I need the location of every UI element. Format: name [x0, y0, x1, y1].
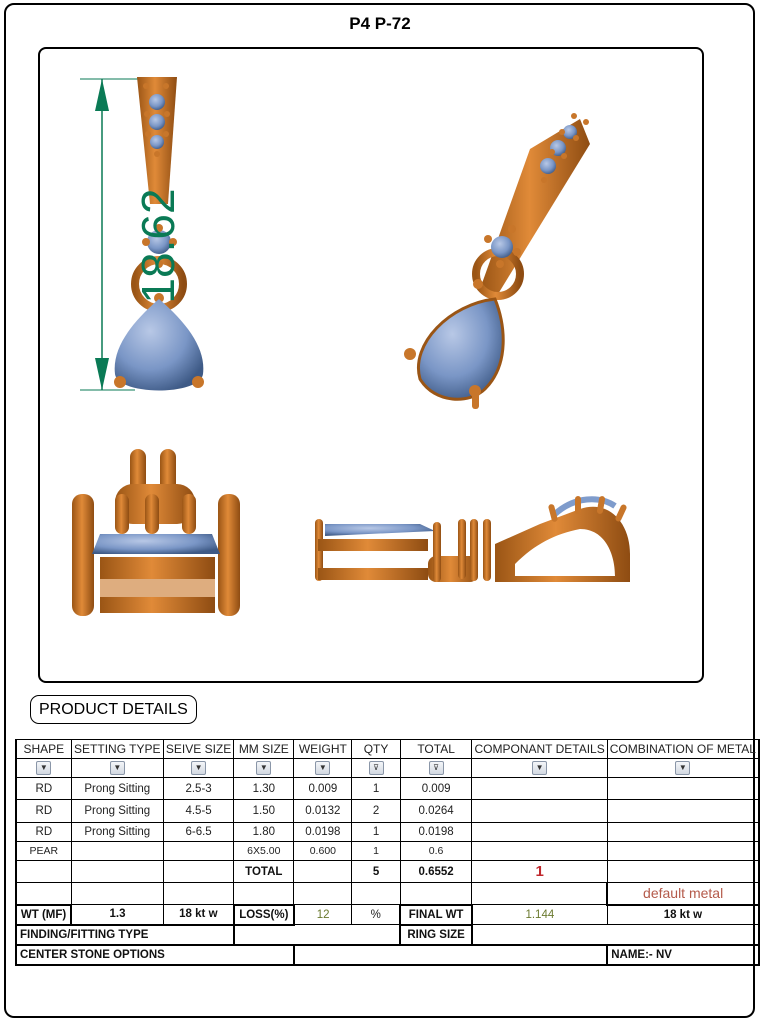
cell-shape: RD	[16, 800, 71, 823]
finding-fitting-value	[234, 925, 400, 945]
table-row	[16, 778, 759, 800]
cell-shape: RD	[16, 778, 71, 800]
table-header-row	[16, 740, 759, 759]
cell-qty: 2	[352, 800, 400, 823]
ring-size-value	[472, 925, 759, 945]
total-weight: 0.6552	[400, 861, 472, 883]
product-details-label: PRODUCT DETAILS	[30, 695, 197, 724]
cell-qty: 1	[352, 842, 400, 861]
default-metal-value: default metal	[607, 883, 759, 905]
cell-weight: 0.009	[294, 778, 352, 800]
page-title: P4 P-72	[349, 14, 411, 33]
final-metal-value: 18 kt w	[607, 905, 759, 925]
ring-size-label: RING SIZE	[400, 925, 472, 945]
component-count: 1	[472, 861, 607, 883]
product-details-table	[15, 739, 760, 966]
cell-metal	[607, 778, 759, 800]
center-stone-label: CENTER STONE OPTIONS	[16, 945, 294, 965]
filter-row	[16, 759, 759, 778]
cell-shape: RD	[16, 823, 71, 842]
empty-cell	[163, 883, 233, 905]
dimension-label: 18.62	[132, 188, 184, 304]
empty-cell	[16, 883, 71, 905]
side-view	[310, 484, 655, 584]
cell-mm: 1.30	[234, 778, 294, 800]
final-wt-value: 1.144	[472, 905, 607, 925]
cell-seive	[163, 842, 233, 861]
header-combination-of-metal: COMBINATION OF METAL	[607, 740, 759, 759]
cell-metal	[607, 823, 759, 842]
empty-cell	[352, 883, 400, 905]
dropdown-arrow-icon[interactable]: ▼	[36, 761, 51, 775]
name-label: NAME:- NV	[607, 945, 759, 965]
table-row	[16, 800, 759, 823]
cell-setting: Prong Sitting	[71, 778, 163, 800]
cell-total: 0.009	[400, 778, 472, 800]
header-componant-details: COMPONANT DETAILS	[472, 740, 607, 759]
empty-cell	[472, 883, 607, 905]
dropdown-arrow-icon[interactable]: ▼	[532, 761, 547, 775]
cell-component	[472, 800, 607, 823]
dropdown-arrow-icon[interactable]: ▼	[675, 761, 690, 775]
empty-cell	[294, 883, 352, 905]
loss-label: LOSS(%)	[234, 905, 294, 925]
cell-metal	[607, 800, 759, 823]
empty-cell	[234, 883, 294, 905]
finding-row	[16, 925, 759, 945]
final-wt-label: FINAL WT	[400, 905, 472, 925]
cell-component	[472, 823, 607, 842]
cell-total: 0.6	[400, 842, 472, 861]
cell-qty: 1	[352, 823, 400, 842]
dropdown-arrow-icon[interactable]: ▼	[110, 761, 125, 775]
finding-fitting-label: FINDING/FITTING TYPE	[16, 925, 234, 945]
loss-unit: %	[352, 905, 400, 925]
loss-value: 12	[294, 905, 352, 925]
header-shape: SHAPE	[16, 740, 71, 759]
empty-cell	[163, 861, 233, 883]
dropdown-arrow-icon[interactable]: ▼	[191, 761, 206, 775]
cell-seive: 2.5-3	[163, 778, 233, 800]
cell-setting	[71, 842, 163, 861]
cell-mm: 6X5.00	[234, 842, 294, 861]
weight-row	[16, 905, 759, 925]
perspective-view	[380, 104, 640, 424]
center-stone-row	[16, 945, 759, 965]
cell-component	[472, 842, 607, 861]
cell-qty: 1	[352, 778, 400, 800]
top-view	[70, 439, 250, 619]
table-row	[16, 842, 759, 861]
header-mm-size: MM SIZE	[234, 740, 294, 759]
cell-weight: 0.0198	[294, 823, 352, 842]
cell-total: 0.0198	[400, 823, 472, 842]
default-metal-row	[16, 883, 759, 905]
total-label: TOTAL	[234, 861, 294, 883]
empty-cell	[16, 861, 71, 883]
total-row	[16, 861, 759, 883]
metal-value: 18 kt w	[163, 905, 233, 925]
header-setting-type: SETTING TYPE	[71, 740, 163, 759]
cell-shape: PEAR	[16, 842, 71, 861]
wt-mf-value: 1.3	[71, 905, 163, 925]
cell-component	[472, 778, 607, 800]
filter-funnel-icon[interactable]: ⊽	[429, 761, 444, 775]
cell-seive: 4.5-5	[163, 800, 233, 823]
cell-mm: 1.80	[234, 823, 294, 842]
cell-setting: Prong Sitting	[71, 800, 163, 823]
cell-weight: 0.600	[294, 842, 352, 861]
cell-weight: 0.0132	[294, 800, 352, 823]
cell-mm: 1.50	[234, 800, 294, 823]
empty-cell	[71, 883, 163, 905]
wt-mf-label: WT (MF)	[16, 905, 71, 925]
dropdown-arrow-icon[interactable]: ▼	[256, 761, 271, 775]
header-weight: WEIGHT	[294, 740, 352, 759]
cad-drawing-panel	[38, 47, 704, 683]
empty-cell	[607, 861, 759, 883]
total-qty: 5	[352, 861, 400, 883]
cell-metal	[607, 842, 759, 861]
dropdown-arrow-icon[interactable]: ▼	[315, 761, 330, 775]
empty-cell	[294, 861, 352, 883]
header-qty: QTY	[352, 740, 400, 759]
cell-setting: Prong Sitting	[71, 823, 163, 842]
center-stone-value	[294, 945, 607, 965]
cell-seive: 6-6.5	[163, 823, 233, 842]
header-total: TOTAL	[400, 740, 472, 759]
filter-funnel-icon[interactable]: ⊽	[369, 761, 384, 775]
empty-cell	[400, 883, 472, 905]
header-seive-size: SEIVE SIZE	[163, 740, 233, 759]
empty-cell	[71, 861, 163, 883]
table-row	[16, 823, 759, 842]
cell-total: 0.0264	[400, 800, 472, 823]
